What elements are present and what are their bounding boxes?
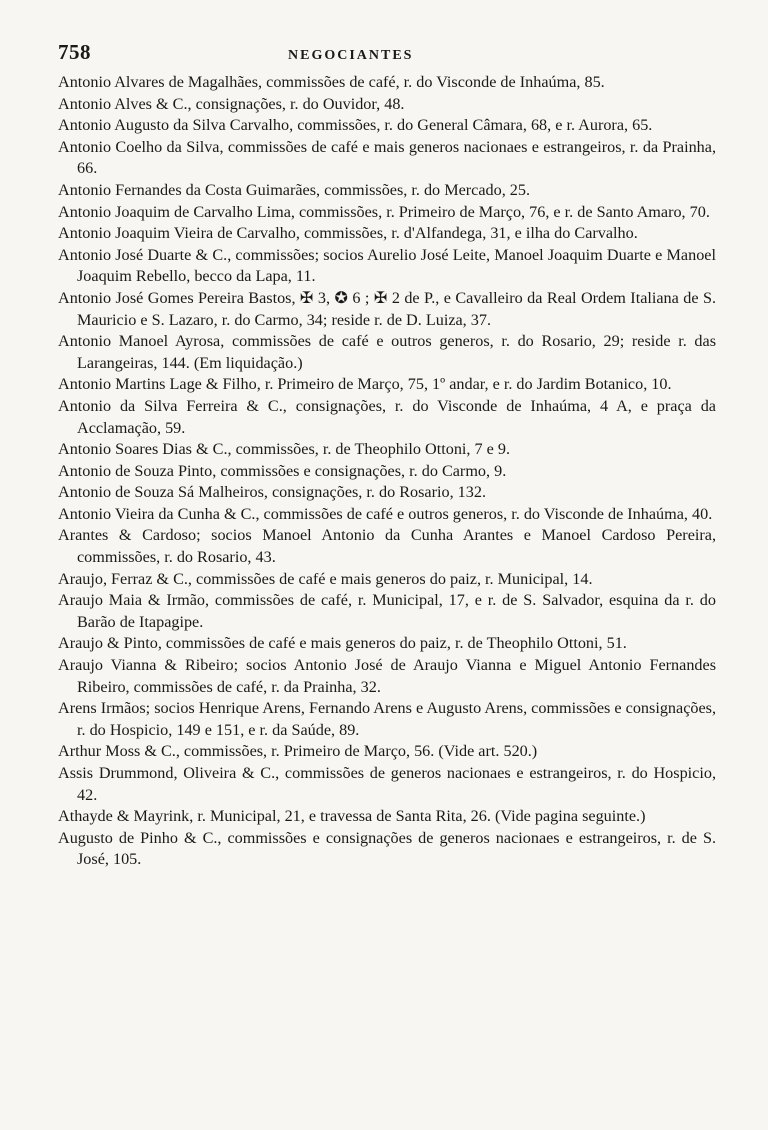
directory-entry: Antonio Joaquim Vieira de Carvalho, commissões, r. d'Alfandega, 31, e ilha do Carvalho. — [58, 224, 638, 243]
running-head: NEGOCIANTES — [288, 48, 414, 63]
directory-entry: Antonio José Duarte & C., commissões; socios Aurelio José Leite, Manoel Joaquim Duarte e Manoel Joaquim Rebello, becco da Lapa, 11. — [58, 245, 716, 286]
directory-entry: Antonio Alvares de Magalhães, commissões de café, r. do Visconde de Inhaúma, 85. — [58, 73, 605, 91]
page-number: 758 — [58, 40, 91, 64]
directory-entry: Arens Irmãos; socios Henrique Arens, Fernando Arens e Augusto Arens, commissões e consignações, r. do Hospicio, 149 e 151, e r. da Saúde, 89. — [58, 699, 716, 739]
page-header — [58, 40, 716, 70]
directory-entry: Arthur Moss & C., commissões, r. Primeiro de Março, 56. (Vide art. 520.) — [58, 742, 538, 761]
directory-entry: Antonio de Souza Sá Malheiros, consignações, r. do Rosario, 132. — [58, 483, 487, 502]
directory-entry: Antonio Joaquim de Carvalho Lima, commissões, r. Primeiro de Março, 76, e r. de Santo Amaro, 70. — [58, 202, 710, 221]
directory-entry: Athayde & Mayrink, r. Municipal, 21, e travessa de Santa Rita, 26. (Vide pagina seguinte.) — [58, 807, 646, 826]
directory-entry: Antonio Coelho da Silva, commissões de café e mais generos nacionaes e estrangeiros, r. da Prainha, 66. — [58, 137, 716, 178]
directory-entry: Augusto de Pinho & C., commissões e consignações de generos nacionaes e estrangeiros, r. de S. José, 105. — [58, 828, 716, 869]
directory-entries — [58, 72, 716, 871]
directory-entry: Antonio Fernandes da Costa Guimarães, commissões, r. do Mercado, 25. — [58, 180, 531, 199]
directory-entry: Araujo Maia & Irmão, commissões de café, r. Municipal, 17, e r. de S. Salvador, esquina da r. do Barão de Itapagipe. — [58, 591, 716, 631]
directory-entry: Assis Drummond, Oliveira & C., commissões de generos nacionaes e estrangeiros, r. do Hospicio, 42. — [58, 764, 716, 804]
directory-entry: Antonio de Souza Pinto, commissões e consignações, r. do Carmo, 9. — [58, 461, 507, 480]
directory-entry: Antonio Martins Lage & Filho, r. Primeiro de Março, 75, 1º andar, e r. do Jardim Botanico, 10. — [58, 375, 672, 394]
directory-entry: Antonio Augusto da Silva Carvalho, commissões, r. do General Câmara, 68, e r. Aurora, 65. — [58, 116, 653, 135]
directory-entry: Antonio Manoel Ayrosa, commissões de café e outros generos, r. do Rosario, 29; reside r. das Larangeiras, 144. (Em liquidação.) — [58, 332, 716, 372]
directory-entry: Antonio Soares Dias & C., commissões, r. de Theophilo Ottoni, 7 e 9. — [58, 440, 511, 459]
directory-entry: Antonio da Silva Ferreira & C., consignações, r. do Visconde de Inhaúma, 4 A, e praça da Acclamação, 59. — [58, 396, 716, 437]
directory-entry: Araujo Vianna & Ribeiro; socios Antonio José de Araujo Vianna e Miguel Antonio Fernandes Ribeiro, commissões de café, r. da Prainha, 32. — [58, 656, 716, 696]
directory-entry: Antonio Vieira da Cunha & C., commissões de café e outros generos, r. do Visconde de Inhaúma, 40. — [58, 504, 713, 523]
directory-entry: Arantes & Cardoso; socios Manoel Antonio da Cunha Arantes e Manoel Cardoso Pereira, commissões, r. do Rosario, 43. — [58, 526, 716, 567]
directory-entry: Araujo, Ferraz & C., commissões de café e mais generos do paiz, r. Municipal, 14. — [58, 569, 593, 588]
directory-entry: Antonio Alves & C., consignações, r. do Ouvidor, 48. — [58, 94, 405, 113]
directory-entry: Antonio José Gomes Pereira Bastos, ✠ 3, ✪ 6 ; ✠ 2 de P., e Cavalleiro da Real Ordem Italiana de S. Mauricio e S. Lazaro, r. do Carmo, 34; reside r. de D. Luiza, 37. — [58, 288, 716, 329]
directory-entry: Araujo & Pinto, commissões de café e mais generos do paiz, r. de Theophilo Ottoni, 51. — [58, 634, 627, 653]
